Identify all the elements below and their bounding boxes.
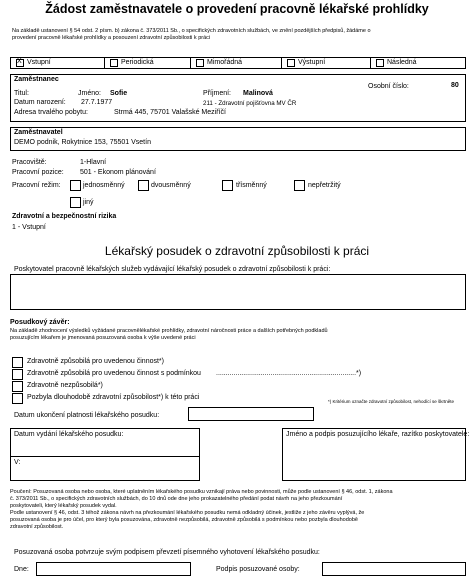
risks-value: 1 - Vstupní bbox=[12, 224, 46, 231]
regime-label: Pracovní režim: bbox=[12, 182, 61, 189]
title-label: Titul: bbox=[14, 90, 29, 97]
notice-line-4: Podle ustanovení § 46, odst. 3 téhož zákona návrh na přezkoumání lékařského posudku nemá odkladný účinek, jestliže z jeho závěru vyplývá, že bbox=[10, 510, 365, 516]
exam-type-checkbox-mimoradna[interactable] bbox=[196, 59, 204, 67]
workplace-label: Pracoviště: bbox=[12, 159, 47, 166]
address-label: Adresa trvalého pobytu: bbox=[14, 109, 88, 116]
workplace-value: 1-Hlavní bbox=[80, 159, 107, 166]
receipt-date-field[interactable] bbox=[36, 562, 191, 576]
exam-type-label-mimoradna: Mimořádná bbox=[207, 59, 243, 66]
receipt-signature-field[interactable] bbox=[322, 562, 466, 576]
insurance-value: 211 - Zdravotní pojišťovna MV ČR bbox=[203, 100, 297, 107]
intro-line-2: provedení pracovně lékařské prohlídky a posouzení zdravotní způsobilosti k práci bbox=[12, 35, 211, 41]
regime-label-nepretrzity: nepřetržitý bbox=[308, 182, 341, 189]
regime-label-trismenny: třísměnný bbox=[236, 182, 267, 189]
exam-type-checkbox-vystupni[interactable] bbox=[287, 59, 295, 67]
conclusion-option-lost: Pozbyla dlouhodobě zdravotní způsobilost*) k této práci bbox=[27, 394, 200, 401]
conclusion-heading: Posudkový závěr: bbox=[10, 319, 70, 326]
employee-heading: Zaměstnanec bbox=[14, 76, 59, 83]
opinion-section-title: Lékařský posudek o zdravotní způsobilosti k práci bbox=[104, 244, 370, 258]
exam-type-label-vystupni: Výstupní bbox=[298, 59, 326, 66]
issue-label: Datum vydání lékařského posudku: bbox=[14, 431, 124, 438]
surname-label: Příjmení: bbox=[203, 90, 232, 97]
regime-checkbox-jiny[interactable] bbox=[70, 197, 81, 208]
date-label: Dne: bbox=[14, 566, 29, 573]
provider-label: Poskytovatel pracovně lékařských služeb vydávající lékařský posudek o zdravotní způsobilosti k práci: bbox=[14, 266, 331, 273]
personal-number-value: 80 bbox=[451, 82, 459, 89]
issue-place-field[interactable] bbox=[12, 467, 198, 479]
personal-number-label: Osobní číslo: bbox=[368, 83, 409, 90]
name-label: Jméno: bbox=[78, 90, 101, 97]
conclusion-footnote: *) Kritérium označte zdravotní způsobilost, nehodící se škrtněte bbox=[328, 399, 455, 404]
exam-type-checkbox-periodicka[interactable] bbox=[110, 59, 118, 67]
regime-checkbox-jednosmenny[interactable] bbox=[70, 180, 81, 191]
conclusion-checkbox-lost[interactable] bbox=[12, 393, 23, 404]
conclusion-option-conditional: Zdravotně způsobilá pro uvedenou činnost s podmínkou bbox=[27, 370, 201, 377]
name-value: Sofie bbox=[110, 90, 128, 97]
condition-dots: ........................................................................*) bbox=[216, 370, 362, 377]
surname-value: Malinová bbox=[243, 90, 273, 97]
notice-line-1: Poučení: Posuzovaná osoba nebo osoba, které uplatněním lékařského posudku vznikají práva nebo povinnosti, může podle ustanovení § 46, odst. 1, zákona bbox=[10, 489, 393, 495]
conclusion-option-fit: Zdravotně způsobilá pro uvedenou činnost*) bbox=[27, 358, 164, 365]
regime-label-jednosmenny: jednosměnný bbox=[83, 182, 125, 189]
employer-heading: Zaměstnavatel bbox=[14, 129, 63, 136]
exam-type-label-periodicka: Periodická bbox=[121, 59, 154, 66]
exam-type-label-nasledna: Následná bbox=[387, 59, 417, 66]
position-label: Pracovní pozice: bbox=[12, 169, 64, 176]
regime-label-jiny: jiný bbox=[83, 199, 94, 206]
conclusion-option-unfit: Zdravotně nezpůsobilá*) bbox=[27, 382, 103, 389]
conclusion-text-2: posuzujícím lékařem je jmenovaná posuzovaná osoba k výše uvedené práci bbox=[10, 335, 196, 341]
exam-type-checkbox-nasledna[interactable] bbox=[376, 59, 384, 67]
dob-label: Datum narození: bbox=[14, 99, 66, 106]
notice-line-3: poskytovateli, který lékařský posudek vydal. bbox=[10, 503, 117, 509]
validity-date-field[interactable] bbox=[188, 407, 314, 421]
issue-date-field[interactable] bbox=[12, 440, 198, 455]
dob-value: 27.7.1977 bbox=[81, 99, 113, 106]
v-label: V: bbox=[14, 459, 21, 466]
document-title: Žádost zaměstnavatele o provedení pracovně lékařské prohlídky bbox=[45, 2, 429, 16]
exam-type-label-vstupni: Vstupní bbox=[27, 59, 51, 66]
checkbox-mark: X bbox=[17, 58, 22, 65]
address-value: Strmá 445, 75701 Valašské Meziříčí bbox=[114, 109, 226, 116]
receipt-label: Posuzovaná osoba potvrzuje svým podpisem převzetí písemného vyhotovení lékařského posudku: bbox=[14, 549, 320, 556]
signature-label: Podpis posuzované osoby: bbox=[216, 566, 300, 573]
validity-label: Datum ukončení platnosti lékařského posudku: bbox=[14, 412, 160, 419]
conclusion-checkbox-fit[interactable] bbox=[12, 357, 23, 368]
regime-checkbox-trismenny[interactable] bbox=[222, 180, 233, 191]
regime-checkbox-nepretrzity[interactable] bbox=[294, 180, 305, 191]
conclusion-checkbox-unfit[interactable] bbox=[12, 381, 23, 392]
conclusion-text-1: Na základě zhodnocení výsledků vyžádané pracovnělékařské prohlídky, zdravotní náročnosti práce a dalších potřebných podkladů bbox=[10, 328, 328, 334]
notice-line-5: posuzovaná osoba je pro účel, pro který byla posuzována, zdravotně nezpůsobilá, zdravotně způsobilá s podmínkou nebo pozbyla dlouhodobě bbox=[10, 517, 358, 523]
regime-label-dvousmenny: dvousměnný bbox=[151, 182, 191, 189]
notice-line-2: č. 373/2011 Sb., o specifických zdravotních službách, do 10 dnů ode dne jeho prokazatelného předání podat návrh na jeho přezkoumání bbox=[10, 496, 343, 502]
conclusion-checkbox-conditional[interactable] bbox=[12, 369, 23, 380]
intro-line-1: Na základě ustanovení § 54 odst. 2 písm. b) zákona č. 373/2011 Sb., o specifických zdravotních službách, ve znění pozdějších předpisů, žádáme o bbox=[12, 28, 371, 34]
risks-heading: Zdravotní a bezpečnostní rizika bbox=[12, 213, 117, 220]
employer-value: DEMO podnik, Rokytnice 153, 75501 Vsetín bbox=[14, 139, 151, 146]
doctor-label: Jméno a podpis posuzujícího lékaře, razítko poskytovatele: bbox=[286, 431, 470, 438]
position-value: 501 - Ekonom plánování bbox=[80, 169, 156, 176]
regime-checkbox-dvousmenny[interactable] bbox=[138, 180, 149, 191]
provider-field[interactable] bbox=[10, 274, 466, 310]
notice-line-6: zdravotní způsobilost. bbox=[10, 524, 64, 530]
